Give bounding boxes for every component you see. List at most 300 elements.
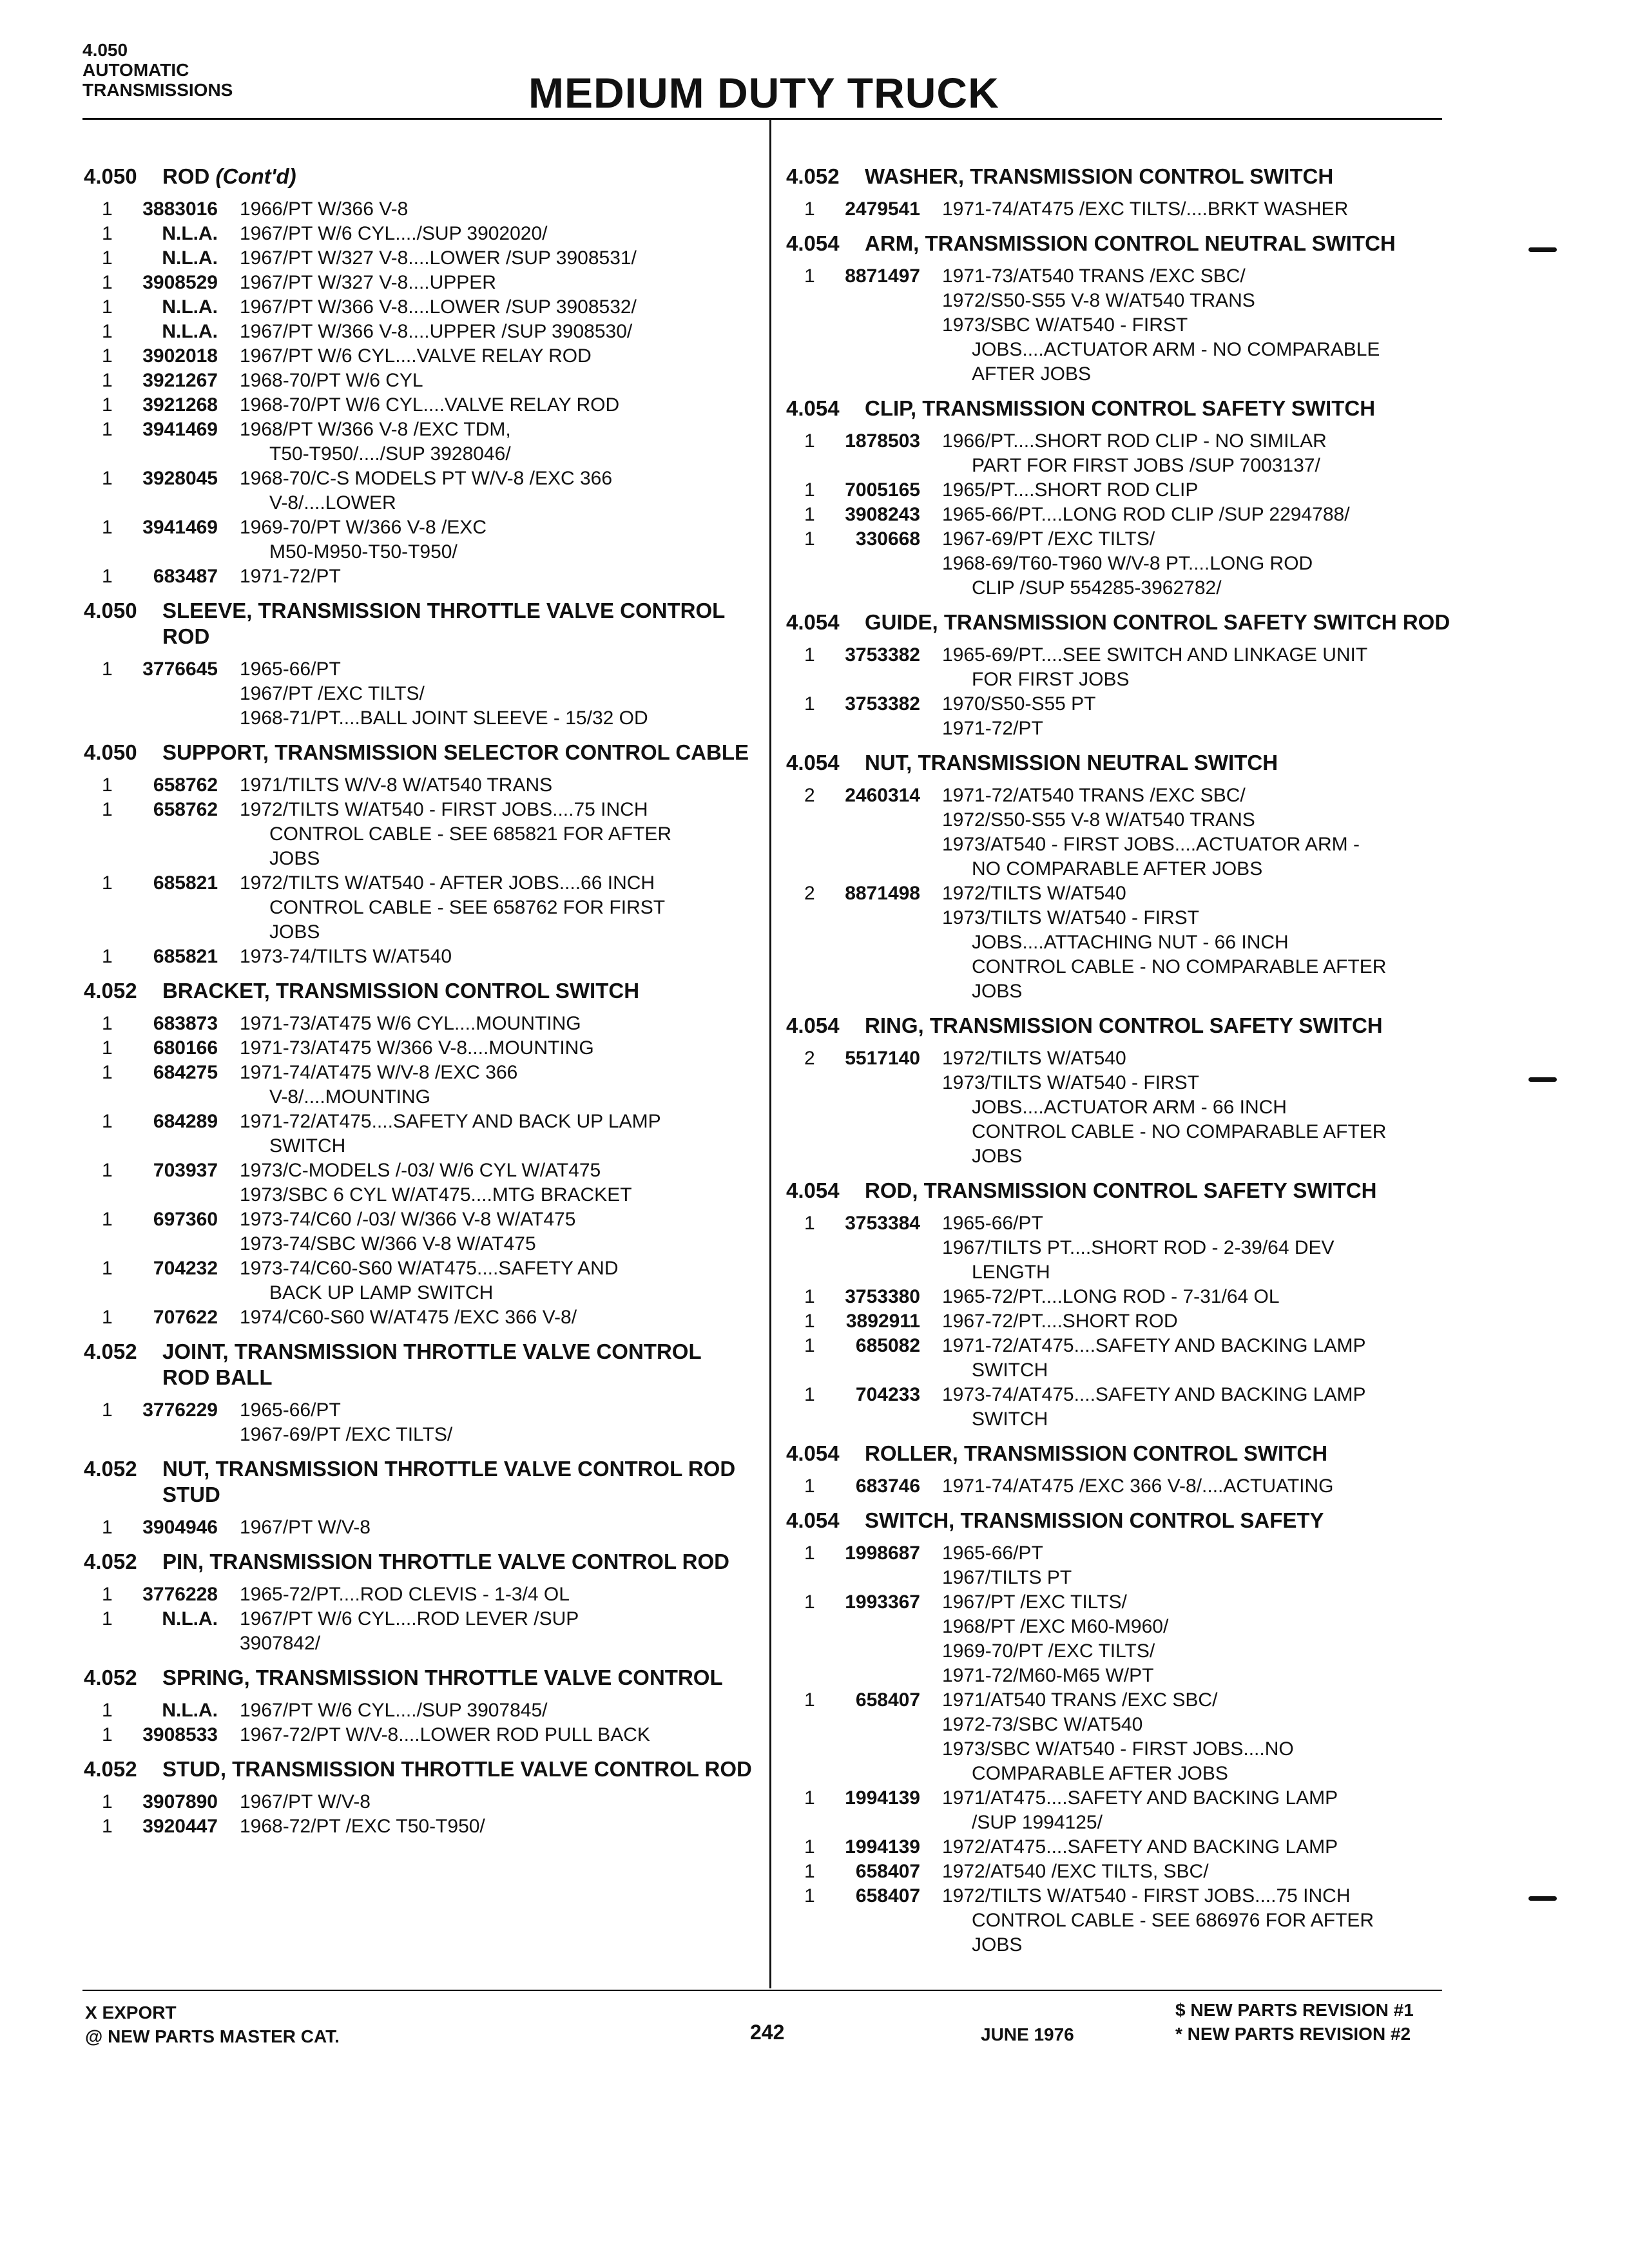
section-title-text: NUT, TRANSMISSION THROTTLE VALVE CONTROL ROD STUD [162, 1457, 736, 1506]
description-line: FOR FIRST JOBS [972, 669, 1130, 690]
part-row [84, 1036, 754, 1061]
part-row [786, 1590, 1456, 1688]
part-number: 3941469 [142, 517, 218, 538]
description-line: JOBS [972, 981, 1023, 1002]
description-line: 1973/TILTS W/AT540 - FIRST [942, 1072, 1199, 1093]
part-row [84, 564, 754, 589]
description-line: 1969-70/PT /EXC TILTS/ [942, 1640, 1155, 1662]
revision-mark [1528, 247, 1557, 252]
section-heading [786, 1013, 1456, 1039]
section-name [162, 1665, 754, 1691]
part-description [942, 1285, 1456, 1309]
section-heading [84, 1456, 754, 1508]
section-title-text: ROD [162, 164, 210, 188]
part-number: N.L.A. [162, 223, 218, 244]
part-description [240, 1607, 754, 1656]
part-description [240, 1061, 754, 1110]
description-line: 1973-74/C60 /-03/ W/366 V-8 W/AT475 [240, 1209, 576, 1230]
part-quantity: 1 [804, 1213, 815, 1234]
part-description [942, 1786, 1456, 1835]
part-description [942, 1590, 1456, 1688]
part-description [240, 466, 754, 515]
section-code: 4.050 [84, 164, 137, 188]
description-line: 1967/PT W/366 V-8....LOWER /SUP 3908532/ [240, 296, 637, 318]
description-line: 1971-73/AT475 W/366 V-8....MOUNTING [240, 1037, 594, 1059]
section-title-text: CLIP, TRANSMISSION CONTROL SAFETY SWITCH [865, 396, 1376, 420]
part-row [84, 222, 754, 246]
description-line: 1967/TILTS PT [942, 1567, 1072, 1588]
section-code: 4.052 [84, 1340, 137, 1363]
part-description [240, 344, 754, 369]
description-line: 1971-72/M60-M65 W/PT [942, 1665, 1154, 1686]
part-row [786, 643, 1456, 692]
section-name-line2: TRANSMISSIONS [82, 80, 233, 100]
description-line: V-8/....LOWER [269, 492, 396, 514]
part-quantity: 1 [102, 799, 113, 820]
section-heading [84, 1549, 754, 1575]
part-quantity: 1 [102, 517, 113, 538]
part-number: 3883016 [142, 198, 218, 220]
part-number: 1994139 [845, 1787, 920, 1809]
part-number: 3902018 [142, 345, 218, 367]
part-quantity: 1 [102, 272, 113, 293]
description-line: 1973/SBC W/AT540 - FIRST JOBS....NO [942, 1738, 1294, 1760]
section-heading [786, 231, 1456, 256]
part-number: 685821 [153, 946, 218, 967]
part-quantity: 1 [102, 1584, 113, 1605]
catalog-section [786, 1013, 1456, 1169]
section-title-suffix: (Cont'd) [215, 164, 296, 188]
part-row [84, 515, 754, 564]
section-heading [786, 164, 1456, 189]
part-number: 1998687 [845, 1542, 920, 1564]
description-line: 1969-70/PT W/366 V-8 /EXC [240, 517, 487, 538]
part-number: 8871498 [845, 883, 920, 904]
part-row [84, 1515, 754, 1540]
part-number: 3920447 [142, 1816, 218, 1837]
part-quantity: 1 [102, 658, 113, 680]
part-row [786, 1860, 1456, 1884]
part-quantity: 1 [102, 1791, 113, 1812]
part-quantity: 1 [102, 872, 113, 894]
description-line: 1972-73/SBC W/AT540 [942, 1714, 1143, 1735]
part-description [240, 1698, 754, 1723]
part-row [786, 1383, 1456, 1432]
description-line: /SUP 1994125/ [972, 1812, 1103, 1833]
part-number: 3776229 [142, 1399, 218, 1421]
section-name-line1: AUTOMATIC [82, 60, 189, 80]
section-title-text: SPRING, TRANSMISSION THROTTLE VALVE CONTROL [162, 1666, 723, 1689]
description-line: SWITCH [972, 1360, 1048, 1381]
part-row [786, 197, 1456, 222]
part-row [84, 1061, 754, 1110]
section-heading [84, 598, 754, 649]
section-title-text: ARM, TRANSMISSION CONTROL NEUTRAL SWITCH [865, 231, 1396, 255]
section-heading [84, 1756, 754, 1782]
description-line: 1967/PT W/V-8 [240, 1517, 371, 1538]
part-row [84, 295, 754, 320]
description-line: 1967/PT W/6 CYL..../SUP 3902020/ [240, 223, 548, 244]
part-quantity: 1 [102, 566, 113, 587]
description-line: M50-M950-T50-T950/ [269, 541, 458, 562]
part-row [786, 1046, 1456, 1169]
part-row [786, 1309, 1456, 1334]
section-title-text: PIN, TRANSMISSION THROTTLE VALVE CONTROL ROD [162, 1550, 730, 1573]
part-quantity: 1 [102, 1700, 113, 1721]
description-line: 1965-72/PT....ROD CLEVIS - 1-3/4 OL [240, 1584, 570, 1605]
part-row [84, 1158, 754, 1207]
part-description [240, 564, 754, 589]
section-code: 4.052 [786, 164, 840, 188]
description-line: 1967/PT /EXC TILTS/ [240, 683, 425, 704]
description-line: 1971-72/PT [240, 566, 341, 587]
description-line: 1971-74/AT475 /EXC TILTS/....BRKT WASHER [942, 198, 1349, 220]
part-description [240, 295, 754, 320]
section-code: 4.054 [786, 231, 840, 255]
part-description [942, 881, 1456, 1004]
part-row [84, 1110, 754, 1158]
description-line: CONTROL CABLE - SEE 686976 FOR AFTER [972, 1910, 1374, 1931]
part-row [84, 1582, 754, 1607]
catalog-section [84, 1756, 754, 1839]
description-line: CONTROL CABLE - SEE 658762 FOR FIRST [269, 897, 666, 918]
catalog-section [84, 740, 754, 969]
part-row [84, 1012, 754, 1036]
part-number: 3908529 [142, 272, 218, 293]
part-row [84, 871, 754, 945]
part-number: 3776228 [142, 1584, 218, 1605]
section-code: 4.054 [786, 610, 840, 634]
description-line: 1967-69/PT /EXC TILTS/ [240, 1424, 453, 1445]
catalog-section [84, 1665, 754, 1747]
part-quantity: 1 [102, 468, 113, 489]
part-number: 3908243 [845, 504, 920, 525]
description-line: JOBS [269, 921, 320, 943]
part-row [786, 527, 1456, 601]
section-title-text: ROLLER, TRANSMISSION CONTROL SWITCH [865, 1441, 1328, 1465]
part-description [240, 515, 754, 564]
description-line: 1965-66/PT [240, 1399, 341, 1421]
part-description [240, 246, 754, 271]
part-number: 3908533 [142, 1724, 218, 1745]
description-line: 1973-74/AT475....SAFETY AND BACKING LAMP [942, 1384, 1366, 1405]
part-quantity: 1 [102, 1608, 113, 1629]
section-heading [84, 164, 754, 189]
part-description [942, 527, 1456, 601]
part-quantity: 1 [804, 430, 815, 452]
description-line: 1971-72/AT475....SAFETY AND BACK UP LAMP [240, 1111, 661, 1132]
section-code: 4.054 [786, 1178, 840, 1202]
part-description [240, 418, 754, 466]
catalog-section [84, 1549, 754, 1656]
section-name [865, 231, 1456, 256]
part-description [240, 1398, 754, 1447]
part-description [240, 320, 754, 344]
description-line: 1971/AT540 TRANS /EXC SBC/ [942, 1689, 1218, 1711]
part-number: 3753382 [845, 693, 920, 715]
description-line: 1968/PT /EXC M60-M960/ [942, 1616, 1169, 1637]
section-name [865, 1508, 1456, 1533]
section-heading [84, 978, 754, 1004]
part-quantity: 1 [804, 1787, 815, 1809]
description-line: 1973/TILTS W/AT540 - FIRST [942, 907, 1199, 928]
description-line: 1965-72/PT....LONG ROD - 7-31/64 OL [942, 1286, 1280, 1307]
part-quantity: 1 [804, 265, 815, 287]
section-title-text: BRACKET, TRANSMISSION CONTROL SWITCH [162, 979, 640, 1003]
section-heading [786, 1178, 1456, 1204]
description-line: 1967/PT W/366 V-8....UPPER /SUP 3908530/ [240, 321, 633, 342]
part-number: 703937 [153, 1160, 218, 1181]
description-line: 1972/TILTS W/AT540 [942, 883, 1126, 904]
part-number: 658762 [153, 799, 218, 820]
description-line: 1973/SBC 6 CYL W/AT475....MTG BRACKET [240, 1184, 632, 1206]
part-row [84, 657, 754, 731]
section-name [865, 1178, 1456, 1204]
part-description [942, 429, 1456, 478]
part-number: 707622 [153, 1307, 218, 1328]
section-heading [786, 1441, 1456, 1466]
section-heading [84, 1339, 754, 1390]
part-quantity: 2 [804, 1048, 815, 1069]
part-row [84, 369, 754, 393]
part-quantity: 1 [102, 419, 113, 440]
description-line: 1965-66/PT [942, 1542, 1043, 1564]
description-line: JOBS [269, 848, 320, 869]
description-line: LENGTH [972, 1262, 1050, 1283]
catalog-section [84, 978, 754, 1330]
description-line: 1971-72/PT [942, 718, 1043, 739]
catalog-section [786, 610, 1456, 741]
section-name [162, 1339, 754, 1390]
part-row [84, 466, 754, 515]
part-number: 685821 [153, 872, 218, 894]
description-line: 1967/PT W/6 CYL....VALVE RELAY ROD [240, 345, 592, 367]
part-description [240, 657, 754, 731]
description-line: 1968-72/PT /EXC T50-T950/ [240, 1816, 485, 1837]
part-row [84, 1398, 754, 1447]
part-number: N.L.A. [162, 296, 218, 318]
catalog-section [786, 396, 1456, 601]
part-quantity: 1 [804, 528, 815, 550]
part-quantity: 1 [804, 1475, 815, 1497]
part-number: N.L.A. [162, 247, 218, 269]
part-description [942, 1688, 1456, 1786]
part-row [84, 1305, 754, 1330]
section-title-text: RING, TRANSMISSION CONTROL SAFETY SWITCH [865, 1014, 1383, 1037]
part-row [786, 1285, 1456, 1309]
part-quantity: 1 [804, 644, 815, 666]
description-line: 1971-73/AT540 TRANS /EXC SBC/ [942, 265, 1246, 287]
header-rule [82, 118, 1442, 120]
description-line: 1973-74/TILTS W/AT540 [240, 946, 452, 967]
part-number: 3753382 [845, 644, 920, 666]
section-code: 4.054 [786, 751, 840, 774]
description-line: 1972/TILTS W/AT540 - FIRST JOBS....75 INCH [240, 799, 648, 820]
part-description [240, 773, 754, 798]
section-name [865, 164, 1456, 189]
section-number: 4.050 [82, 40, 128, 60]
part-description [240, 222, 754, 246]
section-code: 4.052 [84, 979, 137, 1003]
description-line: COMPARABLE AFTER JOBS [972, 1763, 1228, 1784]
section-title-text: JOINT, TRANSMISSION THROTTLE VALVE CONTROL ROD BALL [162, 1340, 702, 1389]
section-code: 4.052 [84, 1550, 137, 1573]
part-quantity: 1 [804, 1591, 815, 1613]
part-row [786, 881, 1456, 1004]
part-row [84, 1723, 754, 1747]
description-line: 1974/C60-S60 W/AT475 /EXC 366 V-8/ [240, 1307, 577, 1328]
part-row [84, 418, 754, 466]
part-number: N.L.A. [162, 321, 218, 342]
part-quantity: 1 [102, 1258, 113, 1279]
part-description [942, 1835, 1456, 1860]
part-row [786, 1688, 1456, 1786]
part-number: 2460314 [845, 785, 920, 806]
part-description [240, 1814, 754, 1839]
part-row [786, 1211, 1456, 1285]
part-row [786, 1474, 1456, 1499]
section-title-text: NUT, TRANSMISSION NEUTRAL SWITCH [865, 751, 1278, 774]
part-description [240, 1515, 754, 1540]
part-description [240, 798, 754, 871]
description-line: V-8/....MOUNTING [269, 1086, 431, 1108]
section-title-text: WASHER, TRANSMISSION CONTROL SWITCH [865, 164, 1334, 188]
part-row [84, 1207, 754, 1256]
part-quantity: 1 [102, 198, 113, 220]
description-line: 1968-70/PT W/6 CYL....VALVE RELAY ROD [240, 394, 620, 416]
part-number: 8871497 [845, 265, 920, 287]
description-line: 1967/PT W/6 CYL....ROD LEVER /SUP [240, 1608, 579, 1629]
part-description [240, 871, 754, 945]
section-code: 4.054 [786, 1508, 840, 1532]
catalog-section [84, 1456, 754, 1540]
column-divider [769, 120, 771, 1988]
part-quantity: 1 [804, 198, 815, 220]
part-description [942, 197, 1456, 222]
part-quantity: 1 [804, 1542, 815, 1564]
part-description [942, 1334, 1456, 1383]
catalog-section [786, 231, 1456, 387]
part-quantity: 2 [804, 883, 815, 904]
description-line: 1971-72/AT540 TRANS /EXC SBC/ [942, 785, 1246, 806]
description-line: 1966/PT....SHORT ROD CLIP - NO SIMILAR [942, 430, 1327, 452]
part-row [84, 246, 754, 271]
part-row [786, 264, 1456, 387]
part-quantity: 1 [804, 1689, 815, 1711]
part-quantity: 1 [804, 1286, 815, 1307]
part-quantity: 1 [102, 247, 113, 269]
section-code: 4.052 [84, 1666, 137, 1689]
part-quantity: 1 [804, 504, 815, 525]
section-code: 4.054 [786, 396, 840, 420]
part-row [84, 393, 754, 418]
part-description [240, 1305, 754, 1330]
description-line: 1967/PT W/327 V-8....UPPER [240, 272, 496, 293]
part-row [84, 1814, 754, 1839]
description-line: 1971/AT475....SAFETY AND BACKING LAMP [942, 1787, 1338, 1809]
description-line: 1970/S50-S55 PT [942, 693, 1096, 715]
part-quantity: 1 [102, 1399, 113, 1421]
part-number: 704232 [153, 1258, 218, 1279]
description-line: 1968-71/PT....BALL JOINT SLEEVE - 15/32 OD [240, 707, 648, 729]
part-number: 1993367 [845, 1591, 920, 1613]
catalog-section [84, 598, 754, 731]
description-line: 1971-73/AT475 W/6 CYL....MOUNTING [240, 1013, 581, 1034]
part-number: N.L.A. [162, 1700, 218, 1721]
part-number: 680166 [153, 1037, 218, 1059]
part-number: 3921267 [142, 370, 218, 391]
part-number: 2479541 [845, 198, 920, 220]
part-number: 658407 [855, 1689, 920, 1711]
part-description [942, 1860, 1456, 1884]
part-number: 683487 [153, 566, 218, 587]
legend-master-cat: @ NEW PARTS MASTER CAT. [85, 2026, 340, 2046]
part-number: 3776645 [142, 658, 218, 680]
section-name [865, 396, 1456, 421]
part-description [240, 1110, 754, 1158]
part-number: 3904946 [142, 1517, 218, 1538]
publication-date: JUNE 1976 [981, 2024, 1074, 2044]
part-description [240, 1158, 754, 1207]
part-description [942, 1884, 1456, 1957]
description-line: 3907842/ [240, 1633, 321, 1654]
section-heading [786, 1508, 1456, 1533]
part-description [942, 503, 1456, 527]
part-quantity: 1 [804, 1311, 815, 1332]
part-description [942, 1046, 1456, 1169]
description-line: PART FOR FIRST JOBS /SUP 7003137/ [972, 455, 1320, 476]
page-title: MEDIUM DUTY TRUCK [528, 69, 999, 117]
catalog-section [786, 164, 1456, 222]
part-quantity: 1 [102, 296, 113, 318]
part-quantity: 1 [102, 1209, 113, 1230]
part-row [84, 1698, 754, 1723]
description-line: 1967/PT W/V-8 [240, 1791, 371, 1812]
part-quantity: 1 [804, 1335, 815, 1356]
section-name [162, 978, 754, 1004]
part-number: 683746 [855, 1475, 920, 1497]
part-quantity: 1 [102, 1724, 113, 1745]
part-number: 658762 [153, 774, 218, 796]
part-quantity: 1 [102, 946, 113, 967]
description-line: CONTROL CABLE - NO COMPARABLE AFTER [972, 1121, 1387, 1142]
part-description [240, 945, 754, 969]
description-line: 1972/S50-S55 V-8 W/AT540 TRANS [942, 290, 1255, 311]
part-row [786, 478, 1456, 503]
legend-export: X EXPORT [85, 2003, 177, 2023]
page-number: 242 [750, 2021, 785, 2044]
description-line: 1971/TILTS W/V-8 W/AT540 TRANS [240, 774, 553, 796]
part-quantity: 1 [804, 693, 815, 715]
description-line: NO COMPARABLE AFTER JOBS [972, 858, 1263, 879]
section-code: 4.052 [84, 1757, 137, 1781]
description-line: JOBS....ACTUATOR ARM - NO COMPARABLE [972, 339, 1380, 360]
part-number: 3753384 [845, 1213, 920, 1234]
part-description [240, 197, 754, 222]
description-line: BACK UP LAMP SWITCH [269, 1282, 494, 1303]
part-quantity: 1 [102, 1517, 113, 1538]
description-line: CONTROL CABLE - SEE 685821 FOR AFTER [269, 823, 672, 845]
section-title-text: STUD, TRANSMISSION THROTTLE VALVE CONTROL ROD [162, 1757, 752, 1781]
part-description [942, 478, 1456, 503]
part-description [942, 692, 1456, 741]
part-row [786, 1334, 1456, 1383]
part-number: 658407 [855, 1885, 920, 1907]
description-line: 1967-72/PT....SHORT ROD [942, 1311, 1178, 1332]
part-description [942, 264, 1456, 387]
catalog-section [786, 1441, 1456, 1499]
part-row [786, 503, 1456, 527]
